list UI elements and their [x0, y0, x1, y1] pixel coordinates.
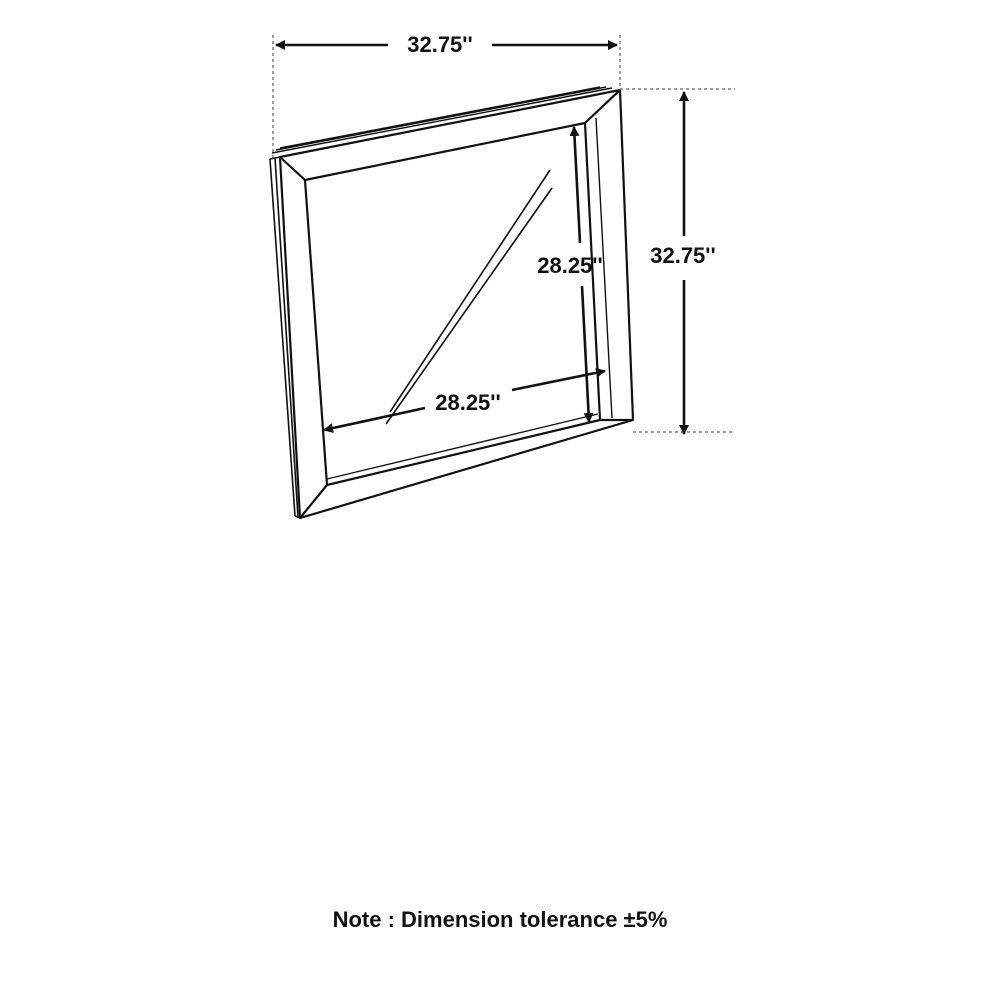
- frame-top-thickness: [272, 87, 612, 153]
- inner-width-arrow-right: [512, 371, 605, 390]
- inner-width-label: 28.25'': [435, 390, 501, 415]
- outer-height-label: 32.75'': [650, 243, 716, 268]
- inner-height-label: 28.25'': [537, 253, 603, 278]
- reflection-line: [386, 188, 552, 424]
- dimension-tolerance-note: Note : Dimension tolerance ±5%: [332, 907, 668, 932]
- extension-lines: [273, 35, 735, 432]
- mirror-frame: [280, 90, 633, 518]
- inner-height-arrow-up: [574, 127, 580, 243]
- frame-side-thickness: [270, 157, 300, 518]
- inner-height-arrow-down: [582, 286, 589, 422]
- reflection-line: [390, 170, 550, 412]
- bevel-line: [280, 157, 305, 180]
- dimension-arrows: [276, 45, 684, 434]
- frame-inner-edge: [305, 123, 600, 485]
- outer-width-label: 32.75'': [407, 32, 473, 57]
- frame-inner-thickness: [327, 118, 612, 479]
- inner-width-arrow-left: [324, 408, 425, 430]
